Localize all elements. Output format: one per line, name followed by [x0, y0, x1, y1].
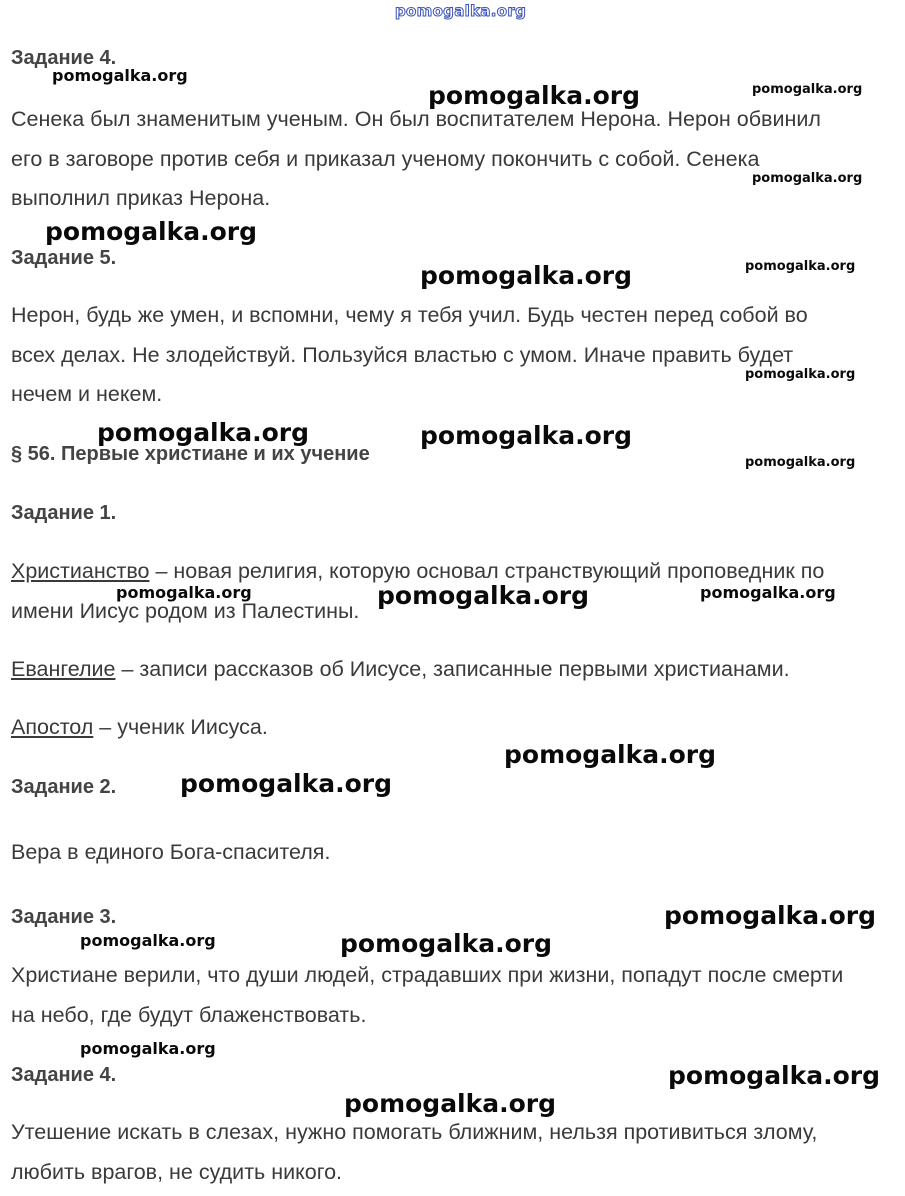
watermark: pomogalka.org — [745, 455, 856, 470]
section-task-3-title: Задание 3. — [11, 906, 117, 928]
definition-apostle — [11, 708, 268, 748]
definition-gospel — [11, 650, 790, 690]
definition-gospel-text: – записи рассказов об Иисусе, записанные первыми христианами. — [115, 657, 790, 681]
watermark-top: pomogalka.org — [395, 2, 527, 20]
definition-apostle-text: – ученик Иисуса. — [93, 715, 268, 739]
section-task-2-text: Вера в единого Бога-спасителя. — [11, 840, 331, 864]
watermark: pomogalka.org — [420, 421, 633, 450]
section-title: § 56. Первые христиане и их учение — [11, 443, 370, 465]
watermark: pomogalka.org — [504, 740, 717, 769]
watermark: pomogalka.org — [97, 418, 310, 447]
watermark: pomogalka.org — [420, 261, 633, 290]
section-task-4-line-2: любить врагов, не судить никого. — [11, 1159, 343, 1184]
watermark: pomogalka.org — [45, 217, 258, 246]
section-task-4-title: Задание 4. — [11, 1064, 117, 1086]
task-5-line-1: Нерон, будь же умен, и вспомни, чему я тебя учил. Будь честен перед собой во — [11, 303, 808, 327]
term-gospel: Евангелие — [11, 657, 116, 681]
watermark: pomogalka.org — [745, 367, 856, 382]
watermark: pomogalka.org — [80, 1039, 216, 1058]
watermark: pomogalka.org — [752, 82, 863, 97]
section-task-3-line-2: на небо, где будут блаженствовать. — [11, 1002, 367, 1027]
watermark: pomogalka.org — [668, 1061, 881, 1090]
section-task-4-line-1: Утешение искать в слезах, нужно помогать ближним, нельзя противиться злому, — [11, 1120, 818, 1144]
task-4-line-3: выполнил приказ Нерона. — [11, 186, 271, 210]
task-5-title: Задание 5. — [11, 247, 117, 269]
term-christianity: Христианство — [11, 559, 150, 583]
task-5-line-3: нечем и некем. — [11, 382, 163, 406]
watermark: pomogalka.org — [700, 583, 836, 602]
task-5-text — [11, 296, 808, 415]
task-4-title: Задание 4. — [11, 47, 117, 69]
task-4-line-1: Сенека был знаменитым ученым. Он был воспитателем Нерона. Нерон обвинил — [11, 107, 821, 131]
section-task-2-title: Задание 2. — [11, 776, 117, 798]
section-task-3-line-1: Христиане верили, что души людей, страдавших при жизни, попадут после смерти — [11, 963, 844, 987]
watermark: pomogalka.org — [180, 769, 393, 798]
watermark: pomogalka.org — [664, 901, 877, 930]
watermark: pomogalka.org — [80, 931, 216, 950]
watermark: pomogalka.org — [340, 929, 553, 958]
definition-christianity-line-1: – новая религия, которую основал странствующий проповедник по — [149, 559, 825, 583]
watermark: pomogalka.org — [116, 583, 252, 602]
watermark: pomogalka.org — [428, 81, 641, 110]
task-5-line-2: всех делах. Не злодействуй. Пользуйся властью с умом. Иначе править будет — [11, 342, 794, 367]
task-4-text — [11, 100, 821, 219]
term-apostle: Апостол — [11, 715, 94, 739]
definition-christianity-line-2: имени Иисус родом из Палестины. — [11, 598, 360, 623]
task-4-line-2: его в заговоре против себя и приказал ученому покончить с собой. Сенека — [11, 146, 760, 171]
section-task-3-text — [11, 956, 843, 1035]
watermark: pomogalka.org — [52, 66, 188, 85]
section-task-1-title: Задание 1. — [11, 502, 117, 524]
watermark: pomogalka.org — [344, 1089, 557, 1118]
watermark: pomogalka.org — [377, 581, 590, 610]
watermark: pomogalka.org — [745, 259, 856, 274]
section-task-4-text — [11, 1113, 817, 1192]
watermark: pomogalka.org — [752, 171, 863, 186]
